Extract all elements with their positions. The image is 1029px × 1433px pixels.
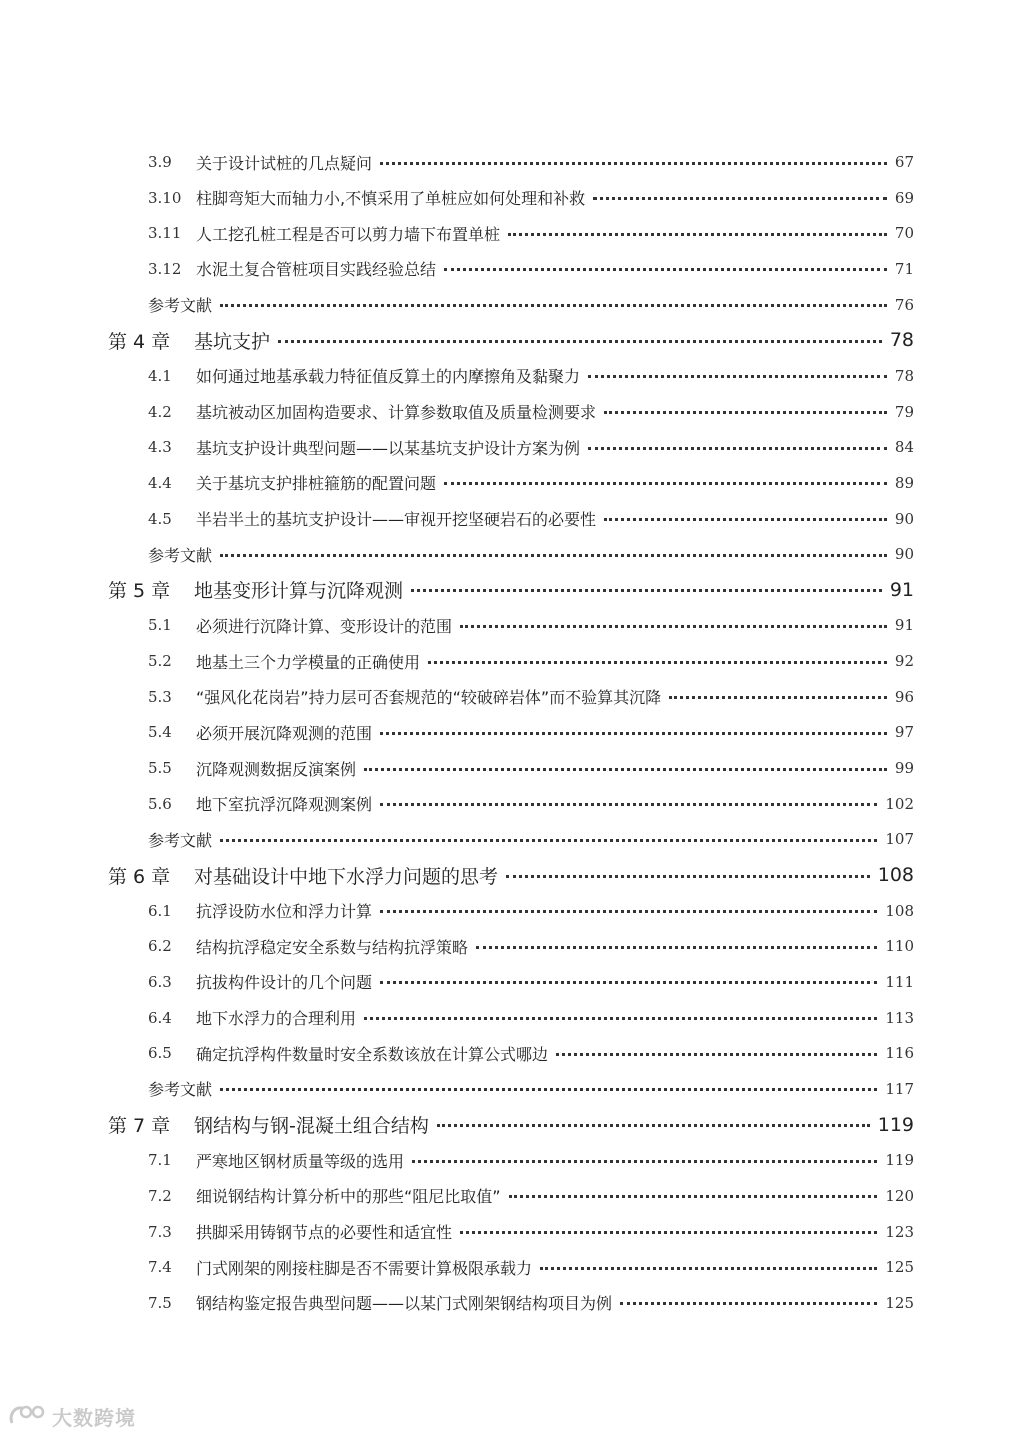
toc-page-number: 78 (889, 329, 914, 352)
toc-references (148, 290, 914, 320)
toc-title: 参考文献 (148, 545, 213, 565)
dot-leader (411, 589, 882, 592)
toc-number: 7.2 (148, 1186, 172, 1205)
dot-leader (588, 447, 887, 450)
toc-title: 门式刚架的刚接柱脚是否不需要计算极限承载力 (196, 1258, 533, 1278)
toc-section (148, 646, 914, 676)
dot-leader (412, 1160, 877, 1163)
toc-number: 5.2 (148, 652, 172, 671)
toc-title: 地下室抗浮沉降观测案例 (196, 795, 373, 815)
toc-section (148, 753, 914, 783)
toc-page-number: 123 (885, 1222, 914, 1241)
toc-page-number: 99 (894, 759, 914, 778)
dot-leader (604, 411, 887, 414)
toc-section (148, 468, 914, 498)
dot-leader (380, 162, 887, 165)
toc-page-number: 107 (885, 830, 914, 849)
toc-title: 沉降观测数据反演案例 (196, 759, 357, 779)
dot-leader (604, 518, 887, 521)
toc-section (148, 504, 914, 534)
toc-title: 必须开展沉降观测的范围 (196, 723, 373, 743)
toc-page-number: 117 (885, 1079, 914, 1098)
toc-page-number: 90 (894, 509, 914, 528)
dot-leader (460, 625, 887, 628)
dot-leader (364, 1017, 877, 1020)
toc-title: 地基变形计算与沉降观测 (194, 580, 404, 603)
toc-title: 关于设计试桩的几点疑问 (196, 153, 373, 173)
toc-title: 参考文献 (148, 296, 213, 316)
toc-number: 5.6 (148, 794, 172, 813)
toc-page-number: 116 (885, 1044, 914, 1063)
dot-leader (380, 803, 877, 806)
toc-page-number: 69 (894, 188, 914, 207)
toc-number: 第 6 章 (108, 865, 171, 888)
toc-title: 拱脚采用铸钢节点的必要性和适宜性 (196, 1223, 453, 1242)
toc-page-number: 108 (877, 864, 914, 886)
toc-title: 地基土三个力学模量的正确使用 (196, 652, 421, 672)
toc-number: 5.5 (148, 759, 172, 778)
toc-section (148, 1181, 914, 1211)
dot-leader (220, 304, 887, 307)
toc-section (148, 254, 914, 284)
toc-number: 4.3 (148, 438, 172, 457)
toc-title: 抗拔构件设计的几个问题 (196, 973, 373, 993)
dot-leader (428, 661, 887, 664)
watermark (8, 1400, 136, 1432)
dot-leader (508, 233, 887, 236)
toc-number: 6.1 (148, 901, 172, 920)
toc-number: 7.1 (148, 1151, 172, 1170)
toc-section (148, 610, 914, 640)
toc-number: 第 5 章 (108, 580, 171, 603)
toc-section (148, 1252, 914, 1282)
toc-page-number: 84 (894, 438, 914, 457)
dot-leader (220, 839, 877, 842)
toc-page-number: 113 (885, 1008, 914, 1027)
toc-title: 基坑被动区加固构造要求、计算参数取值及质量检测要求 (196, 403, 597, 423)
toc-section (148, 361, 914, 391)
dot-leader (460, 1231, 877, 1234)
toc-title: 如何通过地基承载力特征值反算土的内摩擦角及黏聚力 (196, 367, 581, 387)
toc-number: 3.12 (148, 259, 182, 278)
dot-leader (380, 981, 877, 984)
toc-number: 6.2 (148, 937, 172, 956)
dot-leader (220, 554, 887, 557)
toc-chapter (108, 575, 914, 605)
toc-page-number: 79 (894, 402, 914, 421)
toc-title: 水泥土复合管桩项目实践经验总结 (196, 260, 437, 280)
dot-leader (620, 1302, 877, 1305)
toc-section (148, 1288, 914, 1318)
toc-page-number: 78 (894, 366, 914, 385)
dot-leader (593, 197, 887, 200)
toc-page-number: 108 (885, 901, 914, 920)
toc-section (148, 789, 914, 819)
dot-leader (444, 268, 887, 271)
toc-page-number: 125 (885, 1258, 914, 1277)
toc-title: 钢结构鉴定报告典型问题——以某门式刚架钢结构项目为例 (196, 1294, 613, 1314)
toc-title: 基坑支护 (194, 330, 271, 353)
toc-page-number: 96 (894, 687, 914, 706)
toc-section (148, 896, 914, 926)
toc-page-number: 125 (885, 1293, 914, 1312)
toc-number: 7.5 (148, 1293, 172, 1312)
toc-references (148, 1074, 914, 1104)
toc-title: 严寒地区钢材质量等级的选用 (196, 1151, 405, 1171)
toc-number: 3.11 (148, 224, 182, 243)
toc-number: 6.5 (148, 1044, 172, 1063)
toc-page-number: 71 (894, 259, 914, 278)
toc-section (148, 1145, 914, 1175)
toc-section (148, 432, 914, 462)
dot-leader (380, 732, 887, 735)
toc-section (148, 1003, 914, 1033)
toc-page-number: 120 (885, 1186, 914, 1205)
toc-page-number: 92 (894, 652, 914, 671)
toc-page-number: 91 (894, 616, 914, 635)
toc-title: 钢结构与钢-混凝土组合结构 (194, 1115, 429, 1138)
dot-leader (380, 910, 877, 913)
toc-page-number: 110 (885, 937, 914, 956)
dot-leader (540, 1267, 877, 1270)
toc-number: 4.4 (148, 473, 172, 492)
dot-leader (509, 1195, 878, 1198)
dot-leader (220, 1088, 877, 1091)
toc-number: 6.4 (148, 1008, 172, 1027)
dot-leader (476, 946, 877, 949)
toc-title: 关于基坑支护排桩箍筋的配置问题 (196, 474, 437, 494)
toc-number: 7.4 (148, 1258, 172, 1277)
toc-chapter (108, 860, 914, 890)
toc-title: 人工挖孔桩工程是否可以剪力墙下布置单桩 (196, 224, 501, 244)
toc-section (148, 931, 914, 961)
toc-number: 3.9 (148, 153, 172, 171)
toc-section (148, 147, 914, 177)
toc-references (148, 539, 914, 569)
toc-page-number: 97 (894, 723, 914, 742)
toc-page-number: 119 (885, 1151, 914, 1170)
dot-leader (556, 1053, 877, 1056)
toc-section (148, 183, 914, 213)
toc-title: 柱脚弯矩大而轴力小,不慎采用了单桩应如何处理和补救 (196, 189, 586, 209)
toc-number: 3.10 (148, 188, 182, 207)
toc-title: 对基础设计中地下水浮力问题的思考 (194, 865, 499, 888)
toc-page-number: 91 (889, 578, 914, 601)
toc-references (148, 824, 914, 854)
toc-page-number: 111 (885, 972, 914, 991)
toc-title: 参考文献 (148, 1080, 213, 1100)
toc-page-number: 67 (894, 153, 914, 171)
dot-leader (444, 482, 887, 485)
toc-number: 4.5 (148, 509, 172, 528)
toc-number: 7.3 (148, 1222, 172, 1241)
toc-section (148, 682, 914, 712)
dot-leader (669, 696, 887, 699)
toc-page-number: 70 (894, 224, 914, 243)
toc-number: 6.3 (148, 972, 172, 991)
toc-page-number: 102 (885, 794, 914, 813)
toc-page-number: 89 (894, 473, 914, 492)
dot-leader (364, 768, 887, 771)
toc-page-number: 90 (894, 545, 914, 564)
toc-section (148, 717, 914, 747)
toc-chapter (108, 325, 914, 355)
toc-page-number: 76 (894, 295, 914, 314)
toc-title: 半岩半土的基坑支护设计——审视开挖坚硬岩石的必要性 (196, 510, 597, 529)
dot-leader (588, 375, 887, 378)
toc-number: 5.4 (148, 723, 172, 742)
toc-section (148, 218, 914, 248)
toc-title: 细说钢结构计算分析中的那些“阻尼比取值” (196, 1187, 501, 1207)
toc-page-number: 119 (877, 1113, 914, 1136)
toc-number: 5.1 (148, 616, 172, 635)
logo-icon (8, 1403, 48, 1429)
toc-number: 4.1 (148, 366, 172, 385)
toc-title: 参考文献 (148, 830, 213, 850)
toc-section (148, 397, 914, 427)
toc-section (148, 1217, 914, 1247)
dot-leader (506, 875, 870, 878)
watermark-text: 大数跨境 (52, 1405, 136, 1430)
toc-number: 第 4 章 (108, 330, 171, 353)
dot-leader (278, 340, 882, 343)
toc-section (148, 967, 914, 997)
toc-number: 第 7 章 (108, 1115, 171, 1138)
toc-title: 结构抗浮稳定安全系数与结构抗浮策略 (196, 937, 469, 957)
toc-number: 5.3 (148, 687, 172, 706)
toc-title: 地下水浮力的合理利用 (196, 1009, 357, 1029)
toc-title: 确定抗浮构件数量时安全系数该放在计算公式哪边 (196, 1044, 549, 1064)
dot-leader (437, 1124, 870, 1127)
toc-title: “强风化花岗岩”持力层可否套规范的“较破碎岩体”而不验算其沉降 (196, 688, 662, 708)
toc-number: 4.2 (148, 402, 172, 421)
toc-section (148, 1038, 914, 1068)
toc-title: 抗浮设防水位和浮力计算 (196, 902, 373, 922)
toc-chapter (108, 1110, 914, 1140)
toc-title: 基坑支护设计典型问题——以某基坑支护设计方案为例 (196, 438, 581, 458)
toc-title: 必须进行沉降计算、变形设计的范围 (196, 616, 453, 636)
